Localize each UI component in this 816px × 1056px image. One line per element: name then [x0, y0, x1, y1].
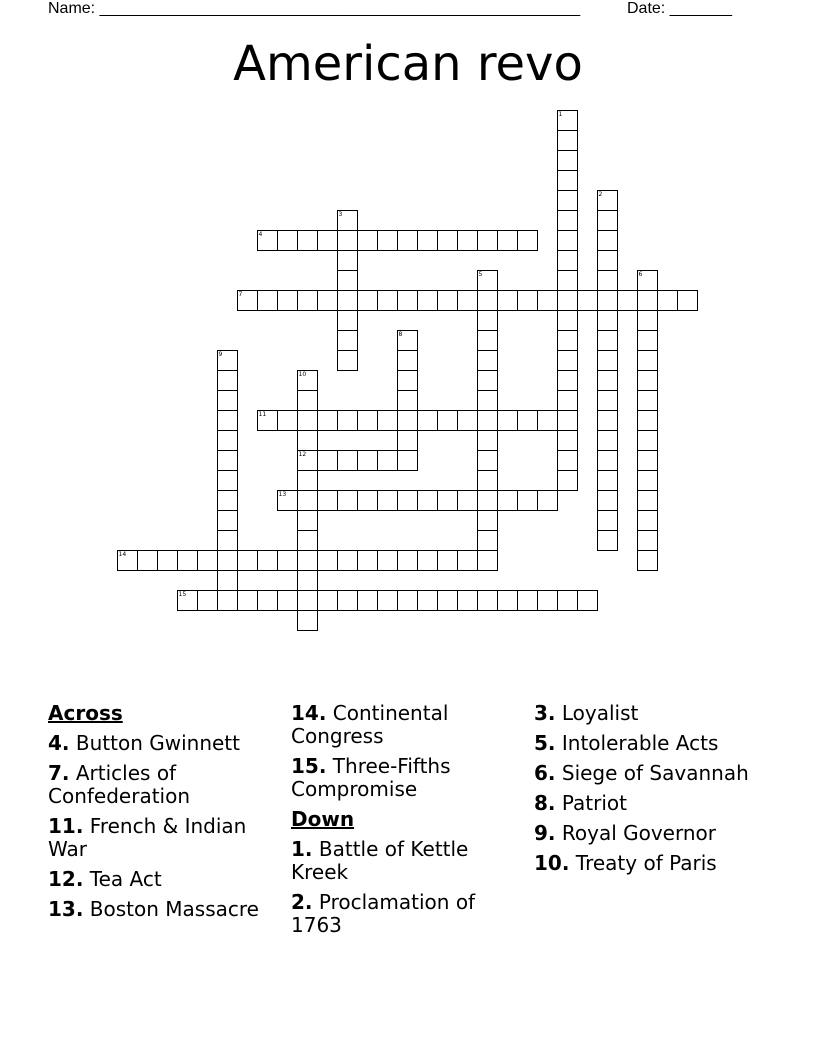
grid-cell[interactable] — [397, 370, 418, 391]
grid-cell[interactable] — [677, 290, 698, 311]
grid-cell[interactable] — [517, 290, 538, 311]
clue-item — [291, 702, 526, 748]
grid-cell[interactable] — [417, 590, 438, 611]
grid-cell[interactable] — [537, 590, 558, 611]
grid-cell[interactable] — [557, 150, 578, 171]
grid-cell[interactable] — [397, 410, 418, 431]
grid-cell[interactable] — [337, 330, 358, 351]
grid-cell[interactable] — [477, 510, 498, 531]
grid-cell[interactable] — [557, 370, 578, 391]
cell-number: 10 — [298, 370, 307, 378]
clue-item — [534, 732, 769, 755]
grid-cell[interactable] — [597, 370, 618, 391]
grid-cell[interactable] — [637, 270, 658, 291]
grid-cell[interactable] — [317, 290, 338, 311]
clue-number: 4. — [48, 731, 70, 755]
grid-cell[interactable] — [417, 550, 438, 571]
grid-cell[interactable] — [217, 390, 238, 411]
grid-cell[interactable] — [277, 550, 298, 571]
grid-cell[interactable] — [657, 290, 678, 311]
grid-cell[interactable] — [217, 590, 238, 611]
grid-cell[interactable] — [557, 190, 578, 211]
clue-item — [48, 732, 283, 755]
grid-cell[interactable] — [497, 410, 518, 431]
clue-text: Continental Congress — [291, 701, 449, 748]
clue-item — [291, 838, 526, 884]
clue-text: Battle of Kettle Kreek — [291, 837, 469, 884]
cell-number: 3 — [338, 210, 343, 218]
grid-cell[interactable] — [637, 410, 658, 431]
grid-cell[interactable] — [337, 230, 358, 251]
page-title: American revo — [233, 36, 583, 92]
grid-cell[interactable] — [377, 450, 398, 471]
clue-section-heading: Across — [48, 701, 123, 725]
clue-text: Royal Governor — [561, 821, 716, 845]
grid-cell[interactable] — [157, 550, 178, 571]
grid-cell[interactable] — [477, 230, 498, 251]
grid-cell[interactable] — [277, 590, 298, 611]
grid-cell[interactable] — [637, 430, 658, 451]
clue-number: 9. — [534, 821, 556, 845]
grid-cell[interactable] — [397, 230, 418, 251]
grid-cell[interactable] — [297, 610, 318, 631]
cell-number: 7 — [238, 290, 243, 298]
clue-number: 2. — [291, 890, 313, 914]
grid-cell[interactable] — [357, 590, 378, 611]
grid-cell[interactable] — [377, 290, 398, 311]
grid-cell[interactable] — [477, 270, 498, 291]
grid-cell[interactable] — [357, 490, 378, 511]
grid-cell[interactable] — [477, 350, 498, 371]
grid-cell[interactable] — [297, 410, 318, 431]
grid-cell[interactable] — [557, 330, 578, 351]
grid-cell[interactable] — [297, 370, 318, 391]
grid-cell[interactable] — [557, 110, 578, 131]
grid-cell[interactable] — [337, 250, 358, 271]
clue-item — [48, 898, 283, 921]
grid-cell[interactable] — [257, 290, 278, 311]
cell-number: 12 — [298, 450, 307, 458]
grid-cell[interactable] — [617, 290, 638, 311]
grid-cell[interactable] — [497, 490, 518, 511]
grid-cell[interactable] — [497, 290, 518, 311]
grid-cell[interactable] — [557, 310, 578, 331]
clue-number: 5. — [534, 731, 556, 755]
grid-cell[interactable] — [597, 510, 618, 531]
grid-cell[interactable] — [637, 290, 658, 311]
grid-cell[interactable] — [597, 470, 618, 491]
clue-number: 6. — [534, 761, 556, 785]
grid-cell[interactable] — [517, 490, 538, 511]
grid-cell[interactable] — [597, 330, 618, 351]
grid-cell[interactable] — [217, 410, 238, 431]
clue-item — [48, 868, 283, 891]
grid-cell[interactable] — [297, 450, 318, 471]
grid-cell[interactable] — [417, 290, 438, 311]
name-field: Name: ______________________________________________________ — [48, 0, 581, 17]
clue-number: 7. — [48, 761, 70, 785]
grid-cell[interactable] — [557, 250, 578, 271]
grid-cell[interactable] — [637, 310, 658, 331]
grid-cell[interactable] — [217, 350, 238, 371]
clue-item — [534, 792, 769, 815]
grid-cell[interactable] — [377, 410, 398, 431]
grid-cell[interactable] — [197, 590, 218, 611]
clue-text: Three-Fifths Compromise — [291, 754, 451, 801]
grid-cell[interactable] — [397, 550, 418, 571]
grid-cell[interactable] — [337, 450, 358, 471]
grid-cell[interactable] — [477, 490, 498, 511]
grid-cell[interactable] — [517, 410, 538, 431]
grid-cell[interactable] — [637, 330, 658, 351]
grid-cell[interactable] — [337, 310, 358, 331]
grid-cell[interactable] — [377, 550, 398, 571]
grid-cell[interactable] — [237, 550, 258, 571]
grid-cell[interactable] — [317, 230, 338, 251]
clue-number: 10. — [534, 851, 570, 875]
grid-cell[interactable] — [257, 590, 278, 611]
grid-cell[interactable] — [437, 490, 458, 511]
grid-cell[interactable] — [557, 590, 578, 611]
clue-item — [534, 852, 769, 875]
grid-cell[interactable] — [637, 470, 658, 491]
clue-item — [291, 891, 526, 937]
grid-cell[interactable] — [317, 450, 338, 471]
grid-cell[interactable] — [477, 430, 498, 451]
grid-cell[interactable] — [537, 290, 558, 311]
grid-cell[interactable] — [637, 490, 658, 511]
grid-cell[interactable] — [597, 490, 618, 511]
grid-cell[interactable] — [297, 530, 318, 551]
grid-cell[interactable] — [557, 350, 578, 371]
clue-text: Articles of Confederation — [48, 761, 191, 808]
grid-cell[interactable] — [277, 490, 298, 511]
grid-cell[interactable] — [397, 350, 418, 371]
grid-cell[interactable] — [477, 370, 498, 391]
grid-cell[interactable] — [637, 350, 658, 371]
grid-cell[interactable] — [477, 330, 498, 351]
grid-cell[interactable] — [577, 590, 598, 611]
clue-text: Intolerable Acts — [561, 731, 719, 755]
clue-text: Boston Massacre — [89, 897, 259, 921]
grid-cell[interactable] — [637, 450, 658, 471]
clue-item — [48, 815, 283, 861]
grid-cell[interactable] — [597, 230, 618, 251]
grid-cell[interactable] — [517, 590, 538, 611]
grid-cell[interactable] — [457, 410, 478, 431]
clue-number: 13. — [48, 897, 84, 921]
grid-cell[interactable] — [337, 210, 358, 231]
grid-cell[interactable] — [557, 230, 578, 251]
cell-number: 2 — [598, 190, 603, 198]
grid-cell[interactable] — [117, 550, 138, 571]
grid-cell[interactable] — [497, 590, 518, 611]
grid-cell[interactable] — [417, 410, 438, 431]
grid-cell[interactable] — [457, 230, 478, 251]
clue-column-1 — [48, 702, 283, 928]
grid-cell[interactable] — [477, 410, 498, 431]
clue-item — [291, 755, 526, 801]
grid-cell[interactable] — [377, 230, 398, 251]
grid-cell[interactable] — [597, 190, 618, 211]
grid-cell[interactable] — [597, 210, 618, 231]
grid-cell[interactable] — [397, 590, 418, 611]
grid-cell[interactable] — [297, 550, 318, 571]
cell-number: 11 — [258, 410, 267, 418]
grid-cell[interactable] — [637, 550, 658, 571]
grid-cell[interactable] — [557, 210, 578, 231]
grid-cell[interactable] — [637, 510, 658, 531]
grid-cell[interactable] — [357, 230, 378, 251]
grid-cell[interactable] — [457, 590, 478, 611]
clue-column-3 — [534, 702, 769, 882]
clue-text: Loyalist — [561, 701, 639, 725]
grid-cell[interactable] — [217, 570, 238, 591]
grid-cell[interactable] — [557, 390, 578, 411]
grid-cell[interactable] — [457, 550, 478, 571]
grid-cell[interactable] — [337, 490, 358, 511]
grid-cell[interactable] — [557, 290, 578, 311]
grid-cell[interactable] — [217, 470, 238, 491]
grid-cell[interactable] — [437, 230, 458, 251]
grid-cell[interactable] — [437, 590, 458, 611]
grid-cell[interactable] — [637, 390, 658, 411]
grid-cell[interactable] — [177, 590, 198, 611]
cell-number: 1 — [558, 110, 563, 118]
grid-cell[interactable] — [377, 590, 398, 611]
grid-cell[interactable] — [417, 230, 438, 251]
grid-cell[interactable] — [477, 550, 498, 571]
grid-cell[interactable] — [297, 510, 318, 531]
grid-cell[interactable] — [597, 350, 618, 371]
clue-text: Patriot — [561, 791, 627, 815]
cell-number: 9 — [218, 350, 223, 358]
clue-section-heading: Down — [291, 807, 355, 831]
grid-cell[interactable] — [557, 270, 578, 291]
grid-cell[interactable] — [557, 450, 578, 471]
grid-cell[interactable] — [597, 290, 618, 311]
grid-cell[interactable] — [277, 410, 298, 431]
grid-cell[interactable] — [437, 550, 458, 571]
grid-cell[interactable] — [597, 530, 618, 551]
cell-number: 6 — [638, 270, 643, 278]
grid-cell[interactable] — [217, 490, 238, 511]
grid-cell[interactable] — [357, 450, 378, 471]
grid-cell[interactable] — [357, 550, 378, 571]
grid-cell[interactable] — [377, 490, 398, 511]
clue-item — [534, 822, 769, 845]
grid-cell[interactable] — [597, 270, 618, 291]
grid-cell[interactable] — [337, 350, 358, 371]
grid-cell[interactable] — [637, 530, 658, 551]
grid-cell[interactable] — [297, 470, 318, 491]
clue-item — [534, 702, 769, 725]
grid-cell[interactable] — [637, 370, 658, 391]
grid-cell[interactable] — [217, 550, 238, 571]
grid-cell[interactable] — [257, 230, 278, 251]
clue-text: Tea Act — [89, 867, 162, 891]
grid-cell[interactable] — [537, 490, 558, 511]
grid-cell[interactable] — [297, 430, 318, 451]
grid-cell[interactable] — [337, 290, 358, 311]
grid-cell[interactable] — [357, 410, 378, 431]
cell-number: 13 — [278, 490, 287, 498]
grid-cell[interactable] — [257, 550, 278, 571]
grid-cell[interactable] — [597, 310, 618, 331]
clue-column-2 — [291, 702, 526, 944]
grid-cell[interactable] — [397, 450, 418, 471]
clue-item — [534, 762, 769, 785]
grid-cell[interactable] — [537, 410, 558, 431]
grid-cell[interactable] — [217, 510, 238, 531]
grid-cell[interactable] — [177, 550, 198, 571]
grid-cell[interactable] — [317, 410, 338, 431]
grid-cell[interactable] — [557, 170, 578, 191]
cell-number: 15 — [178, 590, 187, 598]
grid-cell[interactable] — [597, 410, 618, 431]
grid-cell[interactable] — [437, 290, 458, 311]
grid-cell[interactable] — [337, 410, 358, 431]
clue-number: 15. — [291, 754, 327, 778]
grid-cell[interactable] — [217, 430, 238, 451]
grid-cell[interactable] — [397, 430, 418, 451]
cell-number: 5 — [478, 270, 483, 278]
clue-number: 8. — [534, 791, 556, 815]
grid-cell[interactable] — [297, 230, 318, 251]
grid-cell[interactable] — [557, 130, 578, 151]
grid-cell[interactable] — [217, 370, 238, 391]
grid-cell[interactable] — [317, 550, 338, 571]
grid-cell[interactable] — [557, 470, 578, 491]
clue-text: Treaty of Paris — [575, 851, 717, 875]
clue-text: Siege of Savannah — [561, 761, 749, 785]
grid-cell[interactable] — [597, 450, 618, 471]
cell-number: 8 — [398, 330, 403, 338]
grid-cell[interactable] — [397, 330, 418, 351]
grid-cell[interactable] — [577, 290, 598, 311]
clue-text: French & Indian War — [48, 814, 247, 861]
grid-cell[interactable] — [477, 530, 498, 551]
grid-cell[interactable] — [557, 430, 578, 451]
grid-cell[interactable] — [137, 550, 158, 571]
grid-cell[interactable] — [477, 290, 498, 311]
grid-cell[interactable] — [397, 290, 418, 311]
clue-item — [48, 762, 283, 808]
grid-cell[interactable] — [297, 290, 318, 311]
clue-number: 11. — [48, 814, 84, 838]
grid-cell[interactable] — [297, 490, 318, 511]
grid-cell[interactable] — [457, 290, 478, 311]
grid-cell[interactable] — [337, 590, 358, 611]
grid-cell[interactable] — [237, 590, 258, 611]
grid-cell[interactable] — [457, 490, 478, 511]
grid-cell[interactable] — [297, 390, 318, 411]
grid-cell[interactable] — [477, 470, 498, 491]
date-field: Date: _______ — [627, 0, 732, 17]
clue-text: Proclamation of 1763 — [291, 890, 476, 937]
grid-cell[interactable] — [597, 390, 618, 411]
grid-cell[interactable] — [477, 450, 498, 471]
grid-cell[interactable] — [277, 290, 298, 311]
clue-text: Button Gwinnett — [75, 731, 240, 755]
grid-cell[interactable] — [297, 590, 318, 611]
grid-cell[interactable] — [277, 230, 298, 251]
grid-cell[interactable] — [557, 410, 578, 431]
grid-cell[interactable] — [317, 490, 338, 511]
grid-cell[interactable] — [217, 450, 238, 471]
grid-cell[interactable] — [597, 250, 618, 271]
grid-cell[interactable] — [437, 410, 458, 431]
grid-cell[interactable] — [297, 570, 318, 591]
grid-cell[interactable] — [497, 230, 518, 251]
clue-number: 1. — [291, 837, 313, 861]
cell-number: 4 — [258, 230, 263, 238]
grid-cell[interactable] — [397, 490, 418, 511]
grid-cell[interactable] — [597, 430, 618, 451]
clue-number: 14. — [291, 701, 327, 725]
grid-cell[interactable] — [237, 290, 258, 311]
cell-number: 14 — [118, 550, 127, 558]
grid-cell[interactable] — [337, 550, 358, 571]
grid-cell[interactable] — [197, 550, 218, 571]
grid-cell[interactable] — [317, 590, 338, 611]
grid-cell[interactable] — [397, 390, 418, 411]
clue-number: 12. — [48, 867, 84, 891]
grid-cell[interactable] — [477, 390, 498, 411]
grid-cell[interactable] — [337, 270, 358, 291]
grid-cell[interactable] — [417, 490, 438, 511]
clue-number: 3. — [534, 701, 556, 725]
grid-cell[interactable] — [217, 530, 238, 551]
grid-cell[interactable] — [517, 230, 538, 251]
grid-cell[interactable] — [257, 410, 278, 431]
grid-cell[interactable] — [477, 310, 498, 331]
grid-cell[interactable] — [357, 290, 378, 311]
grid-cell[interactable] — [477, 590, 498, 611]
